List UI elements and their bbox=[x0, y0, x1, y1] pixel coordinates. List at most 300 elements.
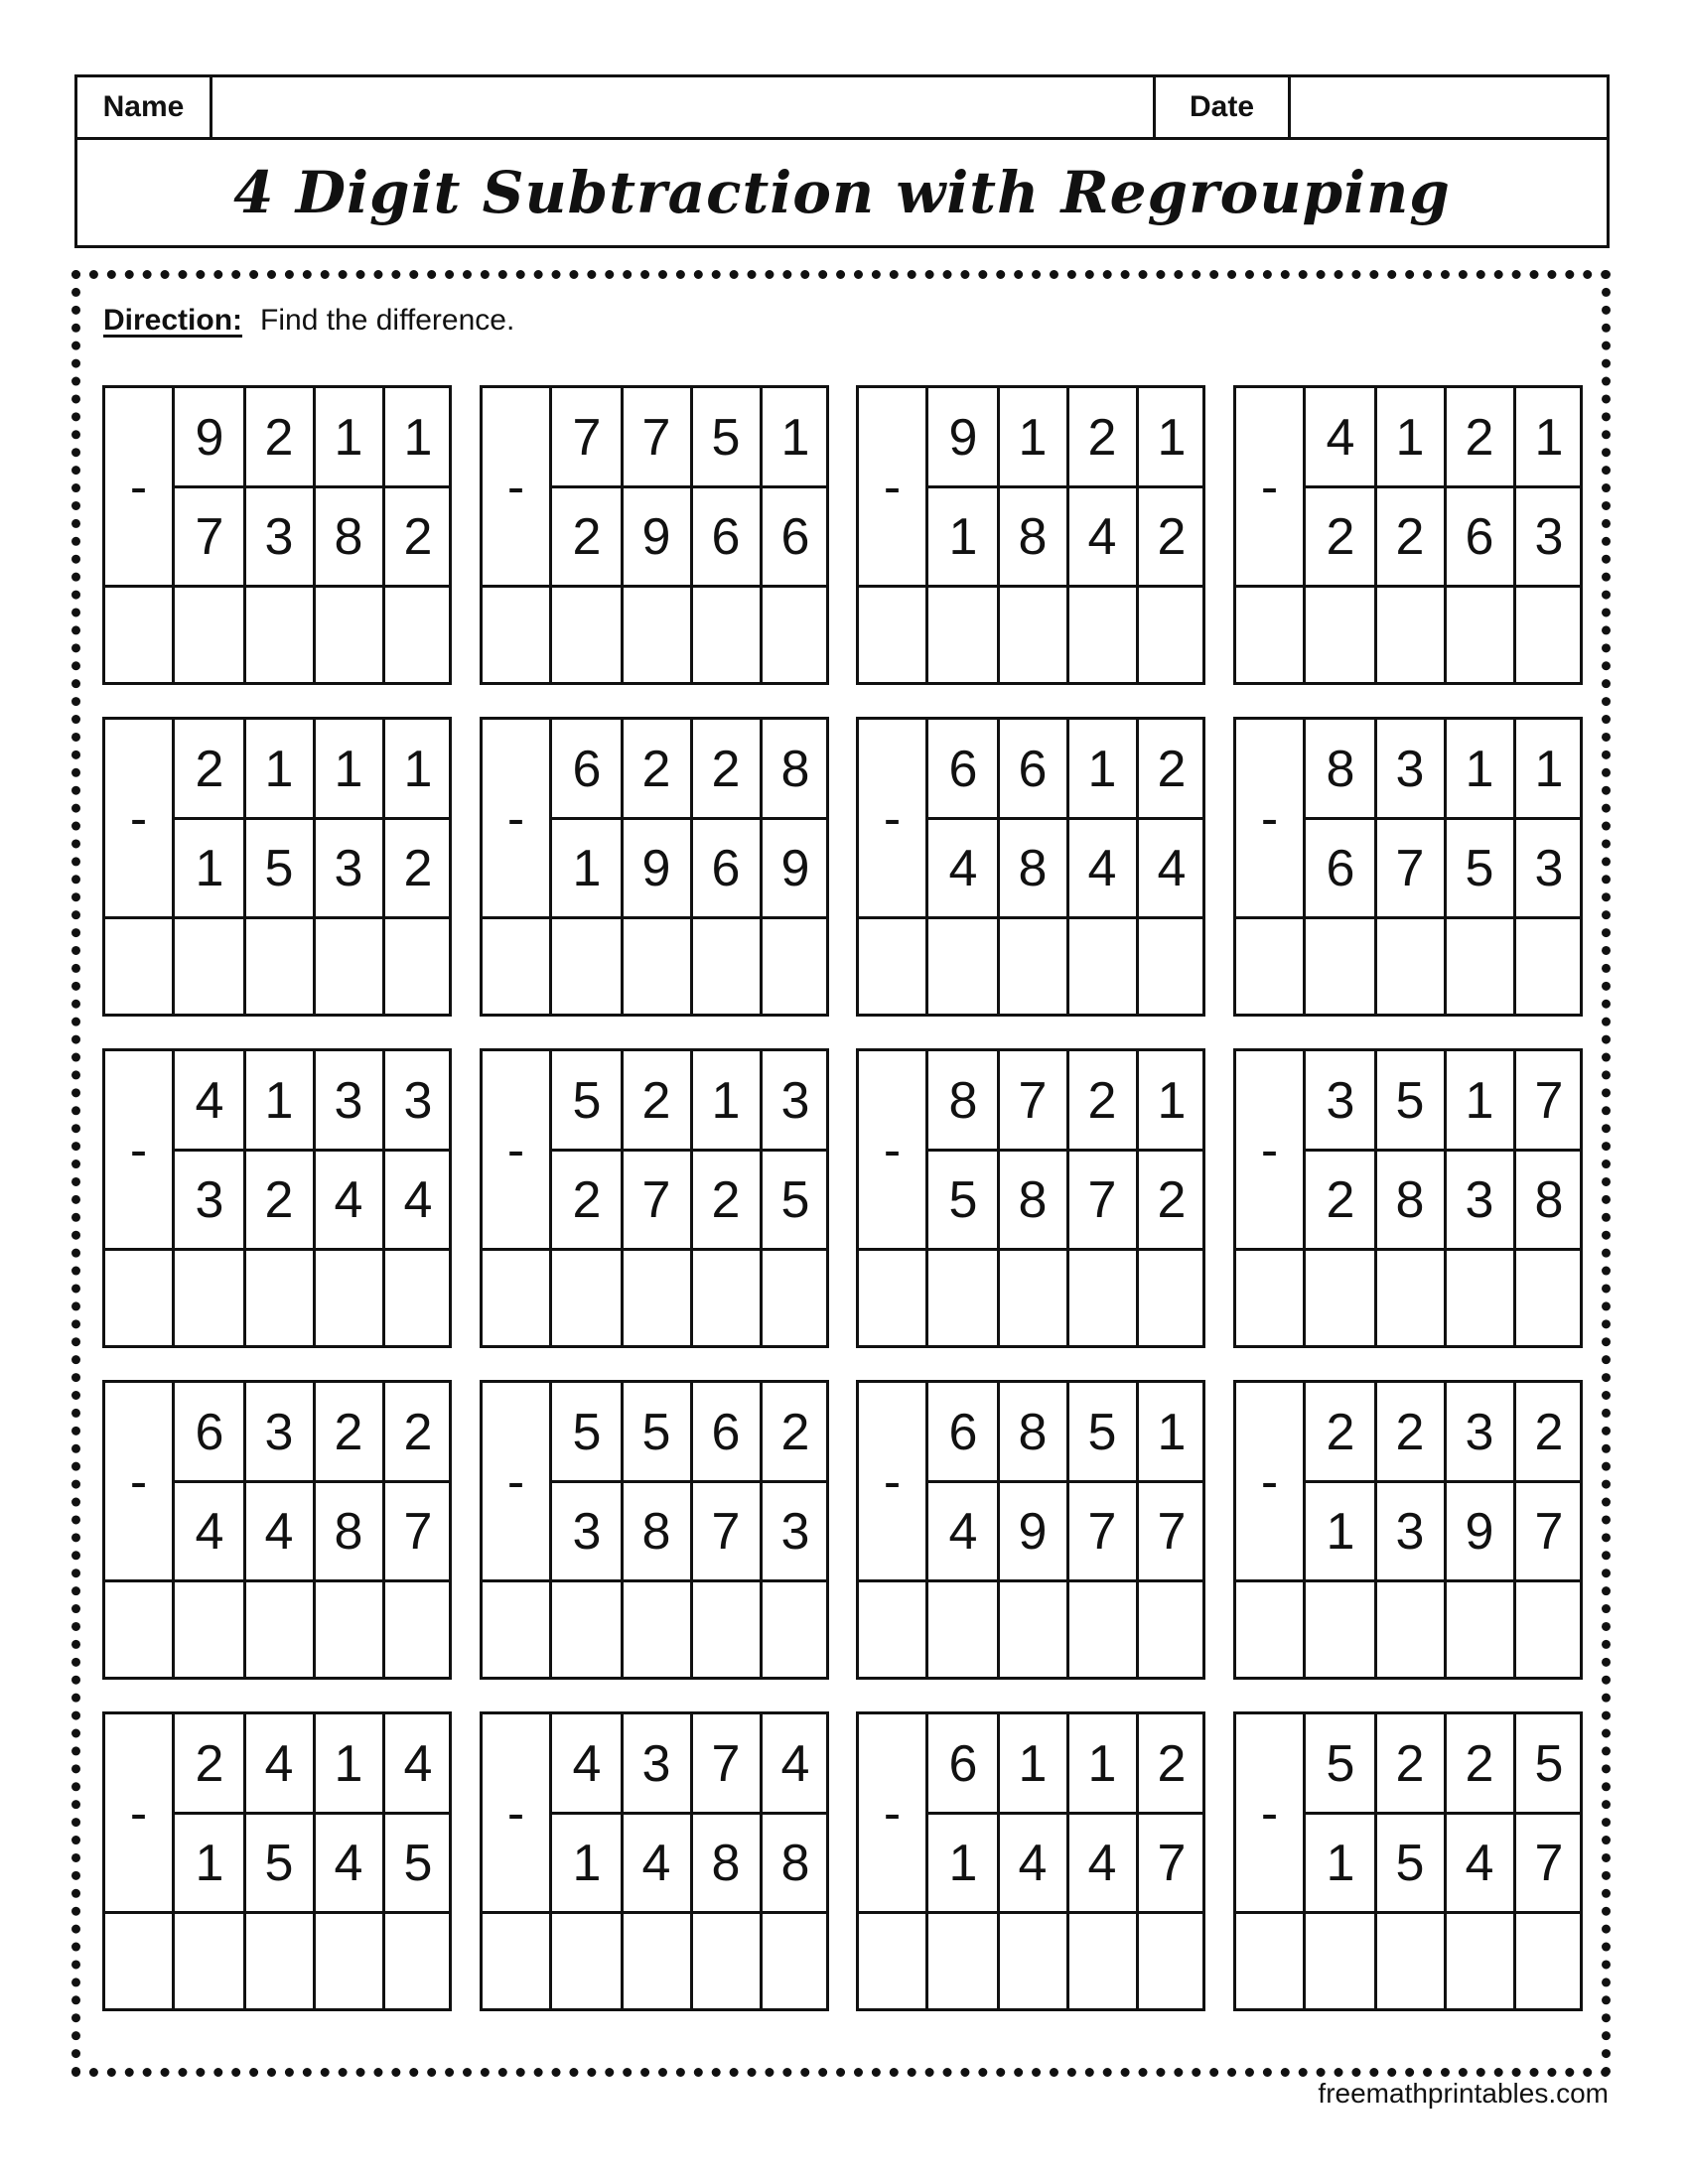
subtrahend-digit: 1 bbox=[195, 1835, 224, 1892]
answer-cell[interactable] bbox=[691, 587, 761, 682]
answer-cell[interactable] bbox=[314, 587, 383, 682]
minuend-digit: 5 bbox=[641, 1404, 671, 1461]
minuend-digit: 1 bbox=[334, 1735, 363, 1793]
minuend-digit: 3 bbox=[780, 1072, 810, 1130]
minuend-digit: 2 bbox=[1157, 1735, 1187, 1793]
problem-box bbox=[102, 1380, 452, 1680]
answer-cell[interactable] bbox=[244, 1250, 314, 1345]
subtrahend-digit: 4 bbox=[1087, 1835, 1117, 1892]
answer-cell[interactable] bbox=[761, 587, 830, 682]
minuend-digit: 5 bbox=[1534, 1735, 1564, 1793]
subtrahend-digit: 3 bbox=[264, 508, 294, 566]
minuend-digit: 2 bbox=[1465, 1735, 1494, 1793]
answer-cell[interactable] bbox=[928, 918, 998, 1014]
subtrahend-digit: 3 bbox=[195, 1171, 224, 1229]
subtrahend-digit: 2 bbox=[1326, 508, 1355, 566]
answer-cell[interactable] bbox=[1236, 918, 1303, 1014]
subtrahend-digit: 9 bbox=[780, 840, 810, 897]
answer-cell[interactable] bbox=[998, 1250, 1067, 1345]
answer-cell[interactable] bbox=[761, 1581, 830, 1677]
answer-cell[interactable] bbox=[1236, 1913, 1303, 2008]
minuend-digit: 2 bbox=[711, 741, 741, 798]
minuend-digit: 3 bbox=[1326, 1072, 1355, 1130]
problem-box bbox=[102, 1711, 452, 2011]
subtrahend-digit: 7 bbox=[1157, 1835, 1187, 1892]
answer-cell[interactable] bbox=[622, 918, 691, 1014]
minuend-digit: 9 bbox=[948, 409, 978, 467]
minuend-digit: 7 bbox=[641, 409, 671, 467]
answer-cell[interactable] bbox=[552, 1581, 622, 1677]
subtrahend-digit: 4 bbox=[334, 1835, 363, 1892]
subtrahend-digit: 4 bbox=[403, 1171, 433, 1229]
problem-box bbox=[102, 1048, 452, 1348]
answer-cell[interactable] bbox=[761, 1913, 830, 2008]
subtrahend-digit: 4 bbox=[1087, 508, 1117, 566]
date-field[interactable] bbox=[1291, 77, 1607, 137]
subtrahend-digit: 1 bbox=[1326, 1503, 1355, 1561]
minus-sign: - bbox=[1236, 720, 1306, 918]
minuend-digit: 2 bbox=[334, 1404, 363, 1461]
subtrahend-digit: 3 bbox=[1465, 1171, 1494, 1229]
minus-sign: - bbox=[105, 720, 175, 918]
answer-cell[interactable] bbox=[175, 587, 244, 682]
answer-cell[interactable] bbox=[622, 1250, 691, 1345]
minuend-digit: 1 bbox=[264, 1072, 294, 1130]
answer-cell[interactable] bbox=[1306, 1581, 1375, 1677]
answer-cell[interactable] bbox=[622, 1581, 691, 1677]
subtrahend-digit: 7 bbox=[403, 1503, 433, 1561]
subtrahend-digit: 7 bbox=[641, 1171, 671, 1229]
minuend-digit: 1 bbox=[334, 741, 363, 798]
answer-cell[interactable] bbox=[1067, 1581, 1137, 1677]
answer-cell[interactable] bbox=[1236, 1581, 1303, 1677]
minuend-digit: 5 bbox=[1326, 1735, 1355, 1793]
minuend-digit: 7 bbox=[1018, 1072, 1048, 1130]
minuend-digit: 1 bbox=[1018, 409, 1048, 467]
minus-sign: - bbox=[1236, 1714, 1306, 1913]
minus-sign: - bbox=[483, 1383, 552, 1581]
subtrahend-digit: 5 bbox=[948, 1171, 978, 1229]
subtrahend-digit: 5 bbox=[264, 1835, 294, 1892]
answer-cell[interactable] bbox=[175, 1250, 244, 1345]
answer-cell[interactable] bbox=[1445, 1250, 1514, 1345]
minus-sign: - bbox=[1236, 388, 1306, 587]
minuend-digit: 5 bbox=[1395, 1072, 1425, 1130]
answer-cell[interactable] bbox=[859, 1913, 925, 2008]
direction-text: Find the difference. bbox=[260, 304, 515, 337]
answer-cell[interactable] bbox=[691, 918, 761, 1014]
minuend-digit: 4 bbox=[1326, 409, 1355, 467]
minus-sign: - bbox=[105, 388, 175, 587]
subtrahend-digit: 2 bbox=[1395, 508, 1425, 566]
problem-box bbox=[1233, 1380, 1583, 1680]
answer-cell[interactable] bbox=[1137, 1581, 1206, 1677]
minuend-digit: 5 bbox=[711, 409, 741, 467]
minuend-digit: 2 bbox=[1326, 1404, 1355, 1461]
subtrahend-digit: 4 bbox=[1465, 1835, 1494, 1892]
subtrahend-digit: 8 bbox=[780, 1835, 810, 1892]
minuend-digit: 6 bbox=[948, 1735, 978, 1793]
answer-cell[interactable] bbox=[1137, 1250, 1206, 1345]
minuend-digit: 3 bbox=[334, 1072, 363, 1130]
answer-cell[interactable] bbox=[383, 587, 453, 682]
answer-cell[interactable] bbox=[1236, 1250, 1303, 1345]
answer-cell[interactable] bbox=[175, 918, 244, 1014]
minuend-digit: 1 bbox=[1087, 1735, 1117, 1793]
subtrahend-digit: 6 bbox=[780, 508, 810, 566]
subtrahend-digit: 8 bbox=[1018, 1171, 1048, 1229]
answer-cell[interactable] bbox=[691, 1250, 761, 1345]
subtrahend-digit: 8 bbox=[1018, 840, 1048, 897]
minuend-digit: 8 bbox=[948, 1072, 978, 1130]
minuend-digit: 2 bbox=[1465, 409, 1494, 467]
minuend-digit: 2 bbox=[1087, 1072, 1117, 1130]
subtrahend-digit: 3 bbox=[1534, 840, 1564, 897]
minuend-digit: 2 bbox=[641, 1072, 671, 1130]
subtrahend-digit: 4 bbox=[948, 1503, 978, 1561]
problem-box bbox=[102, 717, 452, 1017]
subtrahend-digit: 7 bbox=[1157, 1503, 1187, 1561]
answer-cell[interactable] bbox=[314, 1250, 383, 1345]
problem-box bbox=[480, 385, 829, 685]
minuend-digit: 1 bbox=[334, 409, 363, 467]
subtrahend-digit: 4 bbox=[948, 840, 978, 897]
minus-sign: - bbox=[859, 720, 928, 918]
problem-box bbox=[102, 385, 452, 685]
minuend-digit: 1 bbox=[1534, 409, 1564, 467]
answer-cell[interactable] bbox=[998, 1581, 1067, 1677]
date-label: Date bbox=[1156, 77, 1291, 137]
subtrahend-digit: 9 bbox=[1018, 1503, 1048, 1561]
name-date-row bbox=[77, 77, 1607, 140]
subtrahend-digit: 2 bbox=[572, 508, 602, 566]
minuend-digit: 4 bbox=[403, 1735, 433, 1793]
minuend-digit: 4 bbox=[264, 1735, 294, 1793]
minuend-digit: 6 bbox=[711, 1404, 741, 1461]
subtrahend-digit: 2 bbox=[1157, 1171, 1187, 1229]
answer-cell[interactable] bbox=[691, 1581, 761, 1677]
subtrahend-digit: 4 bbox=[1018, 1835, 1048, 1892]
answer-cell[interactable] bbox=[314, 1581, 383, 1677]
answer-cell[interactable] bbox=[1375, 1581, 1445, 1677]
minus-sign: - bbox=[483, 1051, 552, 1250]
minuend-digit: 5 bbox=[572, 1072, 602, 1130]
minus-sign: - bbox=[105, 1714, 175, 1913]
answer-cell[interactable] bbox=[383, 1913, 453, 2008]
minuend-digit: 2 bbox=[641, 741, 671, 798]
answer-cell[interactable] bbox=[622, 1913, 691, 2008]
answer-cell[interactable] bbox=[383, 918, 453, 1014]
subtrahend-digit: 1 bbox=[572, 1835, 602, 1892]
answer-cell[interactable] bbox=[1306, 587, 1375, 682]
minuend-digit: 7 bbox=[572, 409, 602, 467]
answer-cell[interactable] bbox=[998, 918, 1067, 1014]
problem-box bbox=[856, 1711, 1205, 2011]
answer-cell[interactable] bbox=[1514, 1913, 1584, 2008]
answer-cell[interactable] bbox=[1375, 1913, 1445, 2008]
answer-cell[interactable] bbox=[998, 1913, 1067, 2008]
answer-cell[interactable] bbox=[383, 1581, 453, 1677]
subtrahend-digit: 5 bbox=[403, 1835, 433, 1892]
answer-cell[interactable] bbox=[314, 1913, 383, 2008]
minuend-digit: 8 bbox=[1326, 741, 1355, 798]
minuend-digit: 1 bbox=[711, 1072, 741, 1130]
answer-cell[interactable] bbox=[1445, 1581, 1514, 1677]
answer-cell[interactable] bbox=[105, 918, 172, 1014]
answer-cell[interactable] bbox=[244, 918, 314, 1014]
problem-box bbox=[1233, 717, 1583, 1017]
minuend-digit: 9 bbox=[195, 409, 224, 467]
minuend-digit: 1 bbox=[780, 409, 810, 467]
minus-sign: - bbox=[105, 1051, 175, 1250]
subtrahend-digit: 2 bbox=[1326, 1171, 1355, 1229]
subtrahend-digit: 2 bbox=[572, 1171, 602, 1229]
answer-cell[interactable] bbox=[1514, 587, 1584, 682]
answer-cell[interactable] bbox=[483, 1250, 549, 1345]
answer-cell[interactable] bbox=[1306, 918, 1375, 1014]
subtrahend-digit: 8 bbox=[1018, 508, 1048, 566]
subtrahend-digit: 1 bbox=[948, 508, 978, 566]
answer-cell[interactable] bbox=[1067, 587, 1137, 682]
minuend-digit: 2 bbox=[264, 409, 294, 467]
minuend-digit: 1 bbox=[1157, 1404, 1187, 1461]
minuend-digit: 1 bbox=[1018, 1735, 1048, 1793]
minus-sign: - bbox=[105, 1383, 175, 1581]
minuend-digit: 1 bbox=[1157, 409, 1187, 467]
subtrahend-digit: 5 bbox=[780, 1171, 810, 1229]
subtrahend-digit: 5 bbox=[1395, 1835, 1425, 1892]
minuend-digit: 7 bbox=[1534, 1072, 1564, 1130]
subtrahend-digit: 1 bbox=[572, 840, 602, 897]
answer-cell[interactable] bbox=[1236, 587, 1303, 682]
answer-cell[interactable] bbox=[1137, 918, 1206, 1014]
answer-cell[interactable] bbox=[1067, 1250, 1137, 1345]
problem-box bbox=[480, 717, 829, 1017]
minuend-digit: 5 bbox=[1087, 1404, 1117, 1461]
minuend-digit: 1 bbox=[1395, 409, 1425, 467]
minus-sign: - bbox=[859, 1714, 928, 1913]
answer-cell[interactable] bbox=[175, 1581, 244, 1677]
subtrahend-digit: 7 bbox=[1087, 1171, 1117, 1229]
minus-sign: - bbox=[859, 388, 928, 587]
minuend-digit: 2 bbox=[195, 741, 224, 798]
answer-cell[interactable] bbox=[483, 918, 549, 1014]
minuend-digit: 2 bbox=[1087, 409, 1117, 467]
minus-sign: - bbox=[859, 1051, 928, 1250]
subtrahend-digit: 8 bbox=[1395, 1171, 1425, 1229]
problem-box bbox=[856, 385, 1205, 685]
problem-box bbox=[1233, 1048, 1583, 1348]
worksheet-title: 4 Digit Subtraction with Regrouping bbox=[233, 159, 1451, 226]
answer-cell[interactable] bbox=[483, 1581, 549, 1677]
minuend-digit: 3 bbox=[1395, 741, 1425, 798]
minuend-digit: 4 bbox=[195, 1072, 224, 1130]
answer-cell[interactable] bbox=[314, 918, 383, 1014]
minuend-digit: 7 bbox=[711, 1735, 741, 1793]
minuend-digit: 6 bbox=[195, 1404, 224, 1461]
subtrahend-digit: 8 bbox=[711, 1835, 741, 1892]
minuend-digit: 2 bbox=[1534, 1404, 1564, 1461]
answer-cell[interactable] bbox=[1137, 1913, 1206, 2008]
problem-box bbox=[1233, 385, 1583, 685]
subtrahend-digit: 4 bbox=[195, 1503, 224, 1561]
answer-cell[interactable] bbox=[859, 1250, 925, 1345]
answer-cell[interactable] bbox=[928, 587, 998, 682]
answer-cell[interactable] bbox=[105, 1581, 172, 1677]
subtrahend-digit: 4 bbox=[334, 1171, 363, 1229]
minuend-digit: 1 bbox=[403, 409, 433, 467]
subtrahend-digit: 7 bbox=[1395, 840, 1425, 897]
subtrahend-digit: 4 bbox=[1087, 840, 1117, 897]
answer-cell[interactable] bbox=[244, 1913, 314, 2008]
name-field[interactable] bbox=[212, 77, 1156, 137]
minuend-digit: 6 bbox=[948, 1404, 978, 1461]
subtrahend-digit: 8 bbox=[334, 508, 363, 566]
answer-cell[interactable] bbox=[928, 1250, 998, 1345]
minuend-digit: 1 bbox=[1465, 1072, 1494, 1130]
subtrahend-digit: 2 bbox=[403, 508, 433, 566]
answer-cell[interactable] bbox=[105, 1913, 172, 2008]
minuend-digit: 1 bbox=[264, 741, 294, 798]
answer-cell[interactable] bbox=[859, 1581, 925, 1677]
subtrahend-digit: 4 bbox=[264, 1503, 294, 1561]
minuend-digit: 1 bbox=[1087, 741, 1117, 798]
subtrahend-digit: 9 bbox=[641, 508, 671, 566]
answer-cell[interactable] bbox=[1375, 918, 1445, 1014]
answer-cell[interactable] bbox=[1375, 587, 1445, 682]
minus-sign: - bbox=[1236, 1383, 1306, 1581]
subtrahend-digit: 7 bbox=[711, 1503, 741, 1561]
subtrahend-digit: 3 bbox=[1534, 508, 1564, 566]
minuend-digit: 8 bbox=[780, 741, 810, 798]
minuend-digit: 4 bbox=[780, 1735, 810, 1793]
answer-cell[interactable] bbox=[622, 587, 691, 682]
subtrahend-digit: 7 bbox=[1087, 1503, 1117, 1561]
answer-cell[interactable] bbox=[552, 918, 622, 1014]
answer-cell[interactable] bbox=[928, 1581, 998, 1677]
answer-cell[interactable] bbox=[383, 1250, 453, 1345]
subtrahend-digit: 8 bbox=[641, 1503, 671, 1561]
answer-cell[interactable] bbox=[1306, 1250, 1375, 1345]
answer-cell[interactable] bbox=[761, 918, 830, 1014]
subtrahend-digit: 1 bbox=[948, 1835, 978, 1892]
minus-sign: - bbox=[483, 388, 552, 587]
minus-sign: - bbox=[859, 1383, 928, 1581]
direction-label: Direction: bbox=[103, 304, 243, 337]
minuend-digit: 2 bbox=[1395, 1404, 1425, 1461]
subtrahend-digit: 7 bbox=[1534, 1503, 1564, 1561]
answer-cell[interactable] bbox=[928, 1913, 998, 2008]
answer-cell[interactable] bbox=[1067, 918, 1137, 1014]
answer-cell[interactable] bbox=[244, 1581, 314, 1677]
answer-cell[interactable] bbox=[998, 587, 1067, 682]
answer-cell[interactable] bbox=[761, 1250, 830, 1345]
answer-cell[interactable] bbox=[1514, 1250, 1584, 1345]
minuend-digit: 1 bbox=[1534, 741, 1564, 798]
answer-cell[interactable] bbox=[1514, 1581, 1584, 1677]
answer-cell[interactable] bbox=[1445, 587, 1514, 682]
answer-cell[interactable] bbox=[552, 587, 622, 682]
problem-box bbox=[856, 717, 1205, 1017]
minuend-digit: 2 bbox=[1157, 741, 1187, 798]
problem-box bbox=[480, 1711, 829, 2011]
problem-box bbox=[1233, 1711, 1583, 2011]
minuend-digit: 1 bbox=[1157, 1072, 1187, 1130]
problem-box bbox=[856, 1048, 1205, 1348]
answer-cell[interactable] bbox=[175, 1913, 244, 2008]
minuend-digit: 2 bbox=[780, 1404, 810, 1461]
minuend-digit: 3 bbox=[1465, 1404, 1494, 1461]
answer-cell[interactable] bbox=[244, 587, 314, 682]
minuend-digit: 6 bbox=[572, 741, 602, 798]
answer-cell[interactable] bbox=[859, 918, 925, 1014]
answer-cell[interactable] bbox=[552, 1250, 622, 1345]
answer-cell[interactable] bbox=[1067, 1913, 1137, 2008]
minuend-digit: 2 bbox=[195, 1735, 224, 1793]
answer-cell[interactable] bbox=[105, 587, 172, 682]
subtrahend-digit: 2 bbox=[403, 840, 433, 897]
minus-sign: - bbox=[1236, 1051, 1306, 1250]
subtrahend-digit: 3 bbox=[334, 840, 363, 897]
minuend-digit: 1 bbox=[403, 741, 433, 798]
answer-cell[interactable] bbox=[691, 1913, 761, 2008]
subtrahend-digit: 1 bbox=[195, 840, 224, 897]
answer-cell[interactable] bbox=[1375, 1250, 1445, 1345]
subtrahend-digit: 4 bbox=[1157, 840, 1187, 897]
subtrahend-digit: 3 bbox=[1395, 1503, 1425, 1561]
problem-box bbox=[480, 1380, 829, 1680]
answer-cell[interactable] bbox=[483, 587, 549, 682]
subtrahend-digit: 2 bbox=[711, 1171, 741, 1229]
subtrahend-digit: 9 bbox=[1465, 1503, 1494, 1561]
worksheet-header bbox=[74, 74, 1610, 248]
answer-cell[interactable] bbox=[1445, 918, 1514, 1014]
subtrahend-digit: 8 bbox=[334, 1503, 363, 1561]
subtrahend-digit: 6 bbox=[1326, 840, 1355, 897]
answer-cell[interactable] bbox=[552, 1913, 622, 2008]
subtrahend-digit: 6 bbox=[711, 840, 741, 897]
answer-cell[interactable] bbox=[105, 1250, 172, 1345]
minuend-digit: 5 bbox=[572, 1404, 602, 1461]
problem-box bbox=[856, 1380, 1205, 1680]
minuend-digit: 3 bbox=[264, 1404, 294, 1461]
direction bbox=[103, 304, 514, 338]
subtrahend-digit: 9 bbox=[641, 840, 671, 897]
answer-cell[interactable] bbox=[1514, 918, 1584, 1014]
answer-cell[interactable] bbox=[859, 587, 925, 682]
answer-cell[interactable] bbox=[483, 1913, 549, 2008]
minuend-digit: 4 bbox=[572, 1735, 602, 1793]
problem-box bbox=[480, 1048, 829, 1348]
subtrahend-digit: 5 bbox=[1465, 840, 1494, 897]
answer-cell[interactable] bbox=[1445, 1913, 1514, 2008]
subtrahend-digit: 5 bbox=[264, 840, 294, 897]
minuend-digit: 8 bbox=[1018, 1404, 1048, 1461]
minuend-digit: 2 bbox=[1395, 1735, 1425, 1793]
minuend-digit: 6 bbox=[948, 741, 978, 798]
subtrahend-digit: 7 bbox=[1534, 1835, 1564, 1892]
minus-sign: - bbox=[483, 1714, 552, 1913]
subtrahend-digit: 6 bbox=[711, 508, 741, 566]
answer-cell[interactable] bbox=[1306, 1913, 1375, 2008]
minuend-digit: 3 bbox=[641, 1735, 671, 1793]
minus-sign: - bbox=[483, 720, 552, 918]
answer-cell[interactable] bbox=[1137, 587, 1206, 682]
subtrahend-digit: 6 bbox=[1465, 508, 1494, 566]
subtrahend-digit: 3 bbox=[780, 1503, 810, 1561]
subtrahend-digit: 2 bbox=[1157, 508, 1187, 566]
name-label: Name bbox=[77, 77, 212, 137]
